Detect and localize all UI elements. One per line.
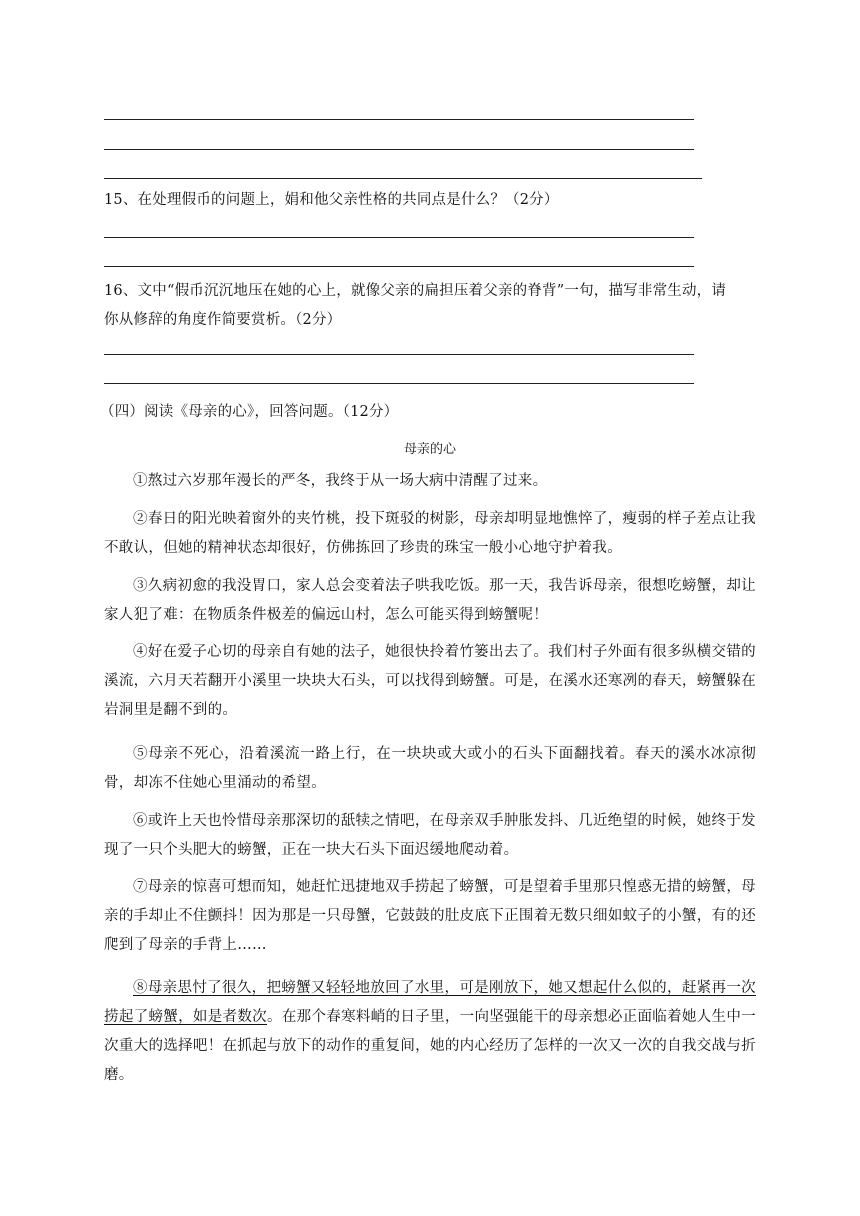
answer-line: [104, 354, 694, 355]
paragraph-7: ⑦母亲的惊喜可想而知，她赶忙迅捷地双手捞起了螃蟹，可是望着手里那只惶惑无措的螃蟹，母亲的手却止不住颤抖！因为那是一只母蟹，它鼓鼓的肚皮底下正围着无数只细如蚊子的小蟹，有的还爬到了母亲的手背上……: [104, 879, 756, 953]
answer-line: [104, 149, 694, 150]
passage-title: 母亲的心: [403, 442, 456, 457]
section-heading: （四）阅读《母亲的心》，回答问题。（12分）: [100, 404, 399, 420]
underlined-sentence: ⑧母亲思忖了很久，把螃蟹又轻轻地放回了水里，可是刚放下，她又想起什么似的，赶紧再一次捞起了螃蟹，如是者数次: [104, 980, 756, 1025]
paragraph-8: [104, 974, 756, 1090]
paragraph-3: ③久病初愈的我没胃口，家人总会变着法子哄我吃饭。那一天，我告诉母亲，很想吃螃蟹，却让家人犯了难：在物质条件极差的偏远山村，怎么可能买得到螃蟹呢！: [104, 578, 756, 623]
paragraph-1: ①熬过六岁那年漫长的严冬，我终于从一场大病中清醒了过来。: [133, 473, 548, 489]
answer-line: [104, 266, 694, 267]
answer-line: [104, 119, 694, 120]
answer-line: [104, 383, 694, 384]
question-16-line-1: 16、文中“假币沉沉地压在她的心上，就像父亲的扁担压着父亲的脊背”一句，描写非常生动，请: [104, 283, 727, 299]
question-15: 15、在处理假币的问题上，娟和他父亲性格的共同点是什么？（2分）: [104, 192, 559, 208]
paragraph-2: ②春日的阳光映着窗外的夹竹桃，投下斑驳的树影，母亲却明显地憔悴了，瘦弱的样子差点让我不敢认，但她的精神状态却很好，仿佛拣回了珍贵的珠宝一般小心地守护着我。: [104, 511, 756, 556]
question-16-line-2: 你从修辞的角度作简要赏析。（2分）: [104, 312, 342, 328]
answer-line: [104, 237, 694, 238]
paragraph-5: ⑤母亲不死心，沿着溪流一路上行，在一块块或大或小的石头下面翻找着。春天的溪水冰凉彻骨，却冻不住她心里涌动的希望。: [104, 746, 756, 791]
paragraph-8-rest: 。在那个春寒料峭的日子里，一向坚强能干的母亲想必正面临着她人生中一次重大的选择吧！在抓起与放下的动作的重复间，她的内心经历了怎样的一次又一次的自我交战与折磨。: [104, 1009, 756, 1083]
answer-line: [104, 178, 702, 179]
paragraph-4: ④好在爱子心切的母亲自有她的法子，她很快拎着竹篓出去了。我们村子外面有很多纵横交错的溪流，六月天若翻开小溪里一块块大石头，可以找得到螃蟹。可是，在溪水还寒冽的春天，螃蟹躲在岩洞里是翻不到的。: [104, 644, 756, 718]
paragraph-6: ⑥或许上天也怜惜母亲那深切的舐犊之情吧，在母亲双手肿胀发抖、几近绝望的时候，她终于发现了一只个头肥大的螃蟹，正在一块大石头下面迟缓地爬动着。: [104, 813, 756, 858]
